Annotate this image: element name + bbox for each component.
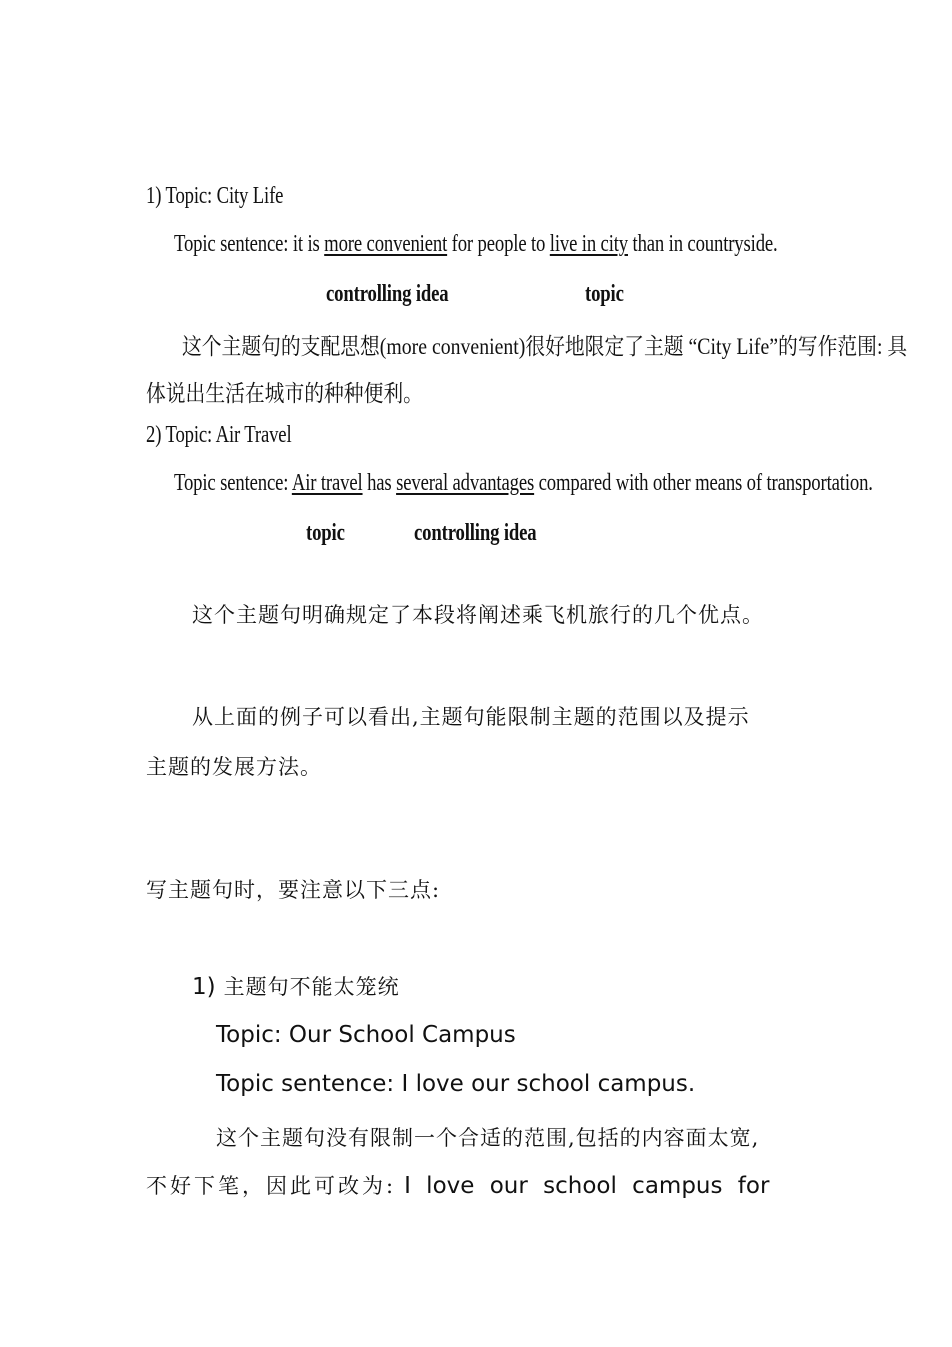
paragraph-summary-line2: 主题的发展方法。 (146, 755, 322, 779)
point1-topic: Topic: Our School Campus (216, 1022, 516, 1048)
example1-topic-phrase: live in city (549, 231, 628, 257)
example2-controlling-phrase: several advantages (396, 470, 535, 496)
example2-topic-phrase: Air travel (291, 470, 363, 496)
example1-sentence-suffix: than in countryside. (627, 231, 778, 257)
example2-sentence-suffix: compared with other means of transportation. (534, 470, 873, 496)
paragraph-three-points: 写主题句时，要注意以下三点: (146, 878, 441, 902)
example1-label-topic: topic (585, 281, 624, 307)
paragraph-air-travel-note: 这个主题句明确规定了本段将阐述乘飞机旅行的几个优点。 (192, 603, 764, 627)
point1-heading (192, 971, 400, 1001)
point1-note-line2-cn: 不好下笔，因此可改为: (146, 1174, 397, 1198)
point1-topic-sentence: Topic sentence: I love our school campus. (216, 1071, 696, 1097)
example2-heading: 2) Topic: Air Travel (146, 422, 292, 448)
example1-topic-sentence (174, 231, 778, 258)
example1-sentence-prefix: Topic sentence: it is (174, 231, 325, 257)
point1-note-line2-en: I love our school campus for (404, 1173, 770, 1199)
example1-sentence-middle: for people to (447, 231, 550, 257)
example2-sentence-prefix: Topic sentence: (174, 470, 292, 496)
example1-label-controlling: controlling idea (326, 281, 449, 307)
example2-label-topic: topic (306, 520, 345, 546)
point1-number: 1) (192, 974, 216, 1000)
example1-heading: 1) Topic: City Life (146, 183, 284, 209)
example2-topic-sentence (174, 470, 873, 497)
point1-note-line2 (146, 1170, 769, 1200)
example1-note-line2: 体说出生活在城市的种种便利。 (146, 381, 423, 406)
point1-note-line1: 这个主题句没有限制一个合适的范围,包括的内容面太宽, (216, 1126, 760, 1150)
example2-label-controlling: controlling idea (414, 520, 537, 546)
example1-controlling-phrase: more convenient (324, 231, 448, 257)
example2-sentence-middle: has (362, 470, 397, 496)
paragraph-summary-line1: 从上面的例子可以看出,主题句能限制主题的范围以及提示 (192, 705, 750, 729)
example1-note-line1: 这个主题句的支配思想(more convenient)很好地限定了主题 “City Life”的写作范围: 具 (182, 334, 908, 359)
point1-title: 主题句不能太笼统 (223, 975, 400, 999)
